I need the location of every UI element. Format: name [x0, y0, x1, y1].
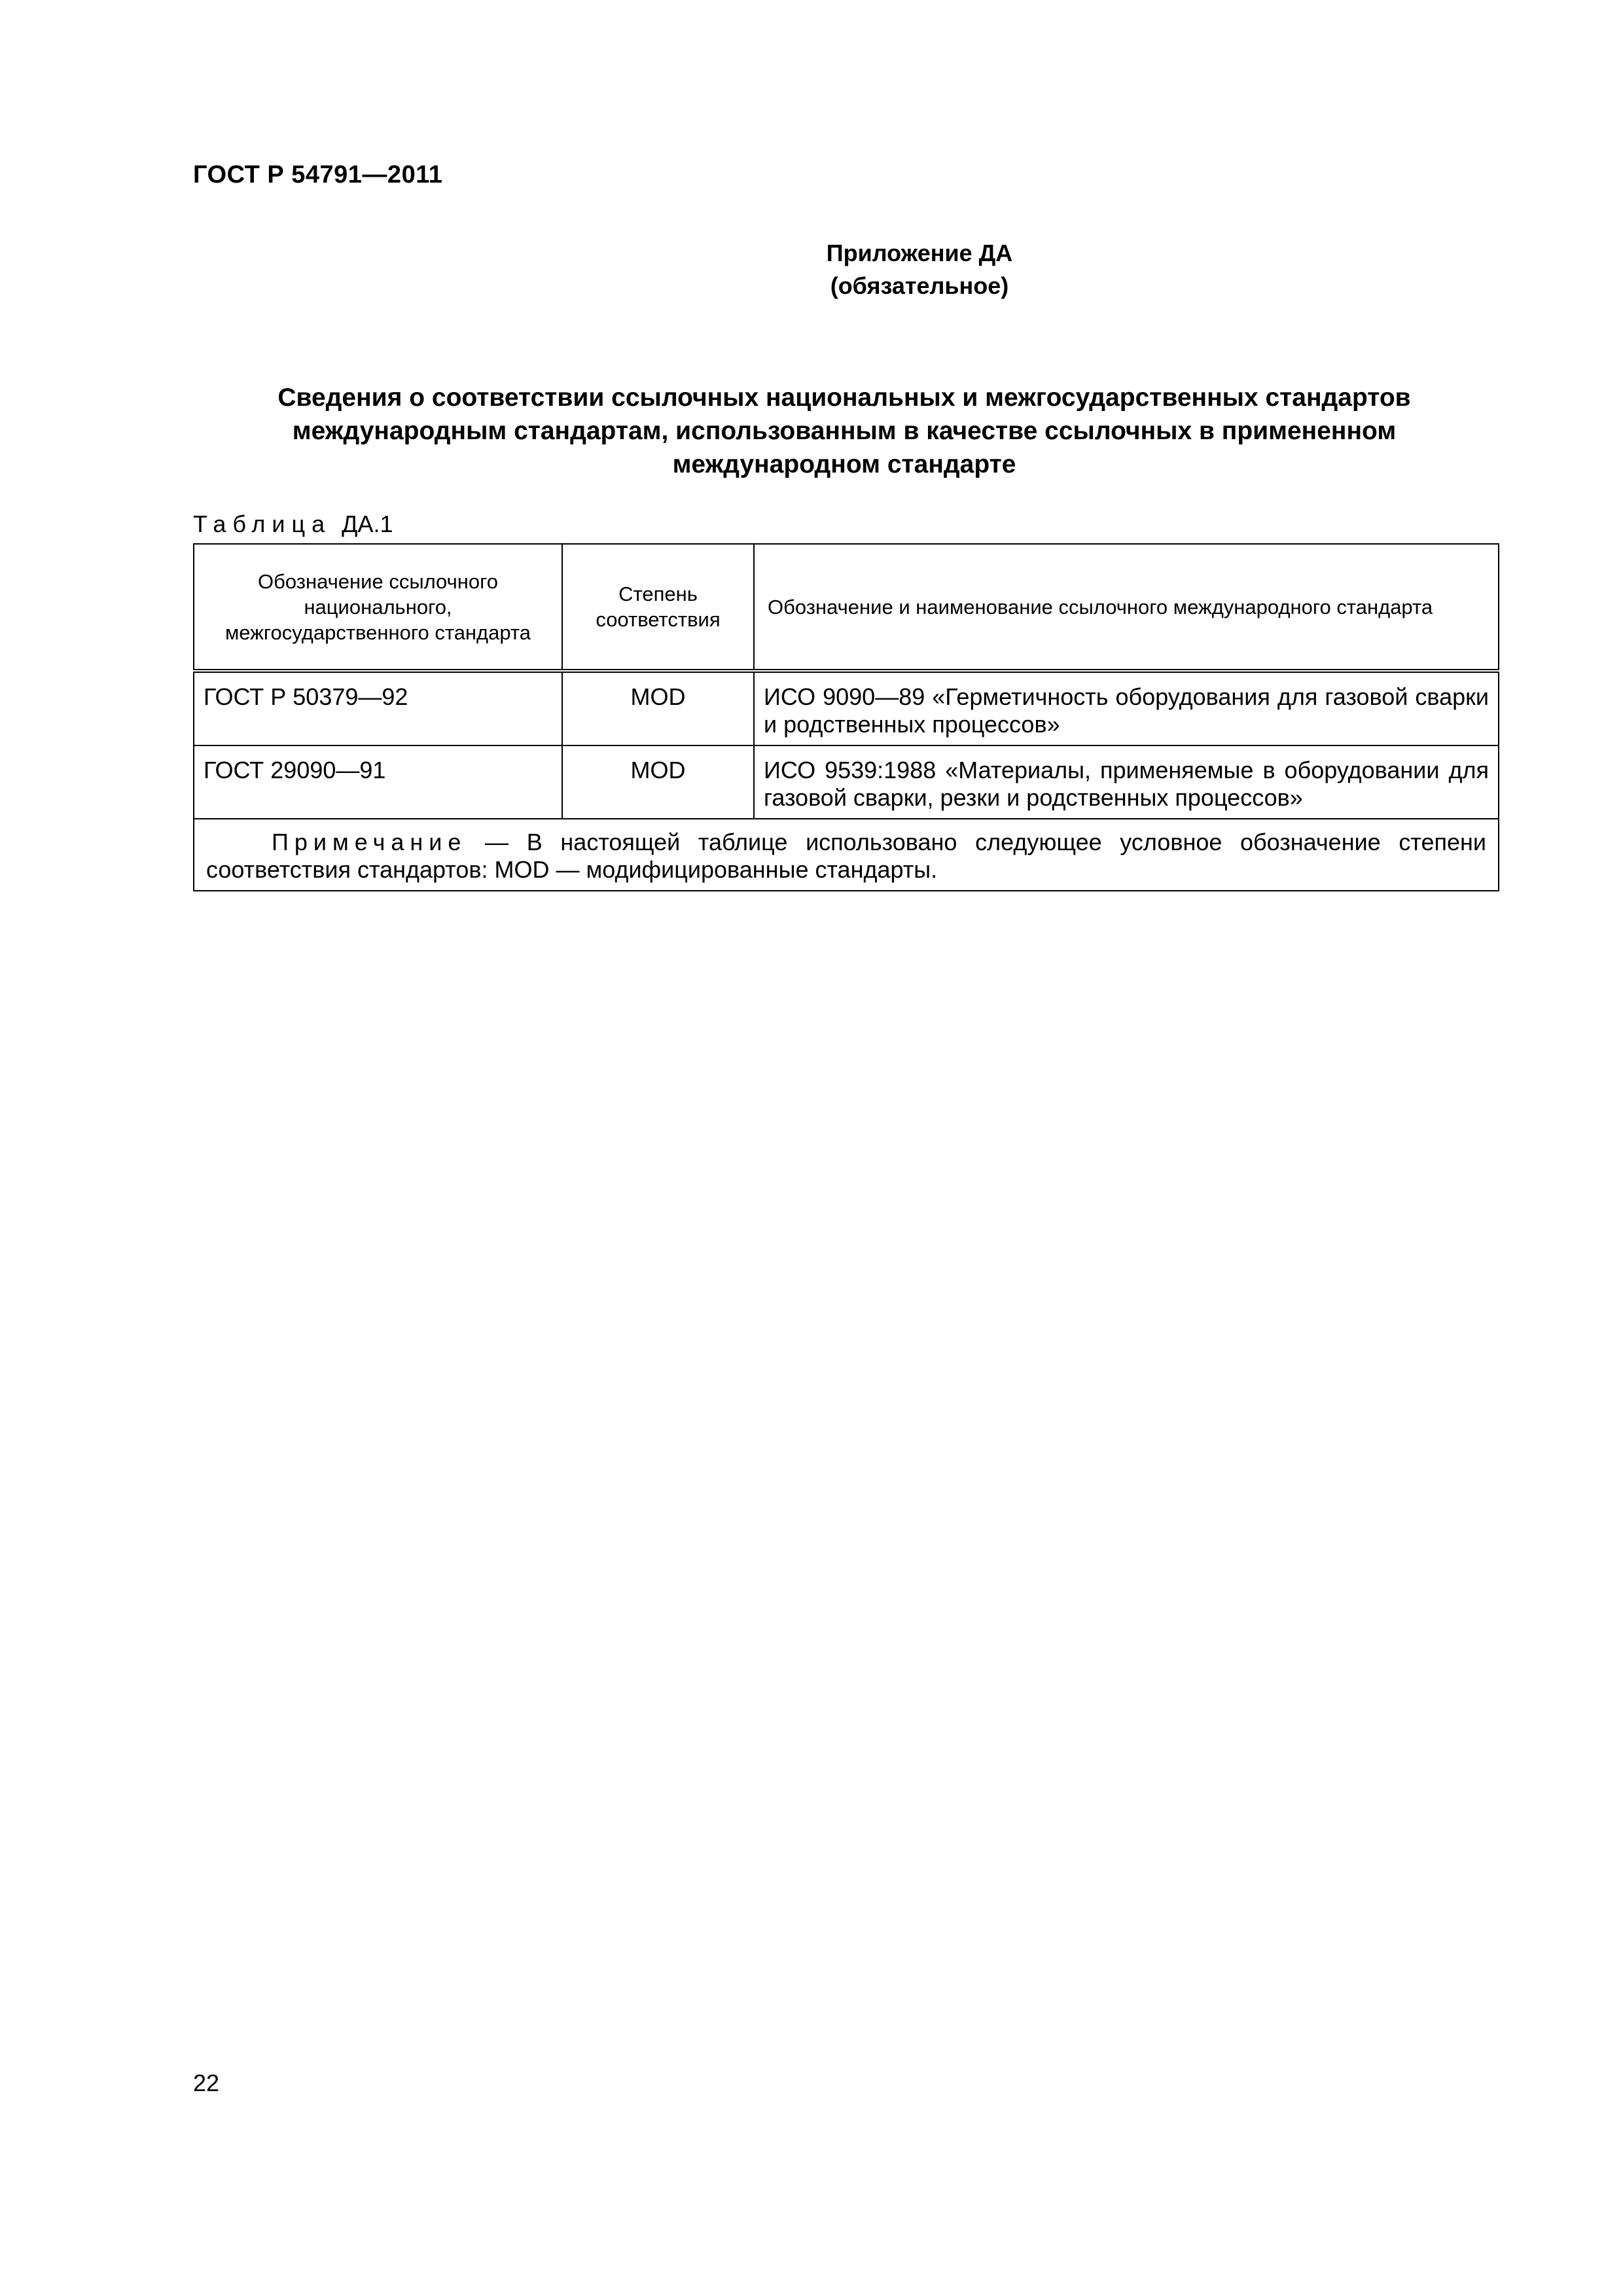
cell-standard: ГОСТ Р 50379—92 — [194, 671, 562, 745]
table-note — [194, 819, 1499, 891]
cell-degree: MOD — [562, 671, 754, 745]
table-caption — [193, 511, 393, 538]
header-degree: Степень соответствия — [562, 544, 754, 671]
appendix-title: Приложение ДА — [826, 240, 1013, 266]
document-title — [193, 381, 1495, 481]
note-text: — В настоящей таблице использовано следующее условное обозначение степени соответствия стандартов: MOD — модифицированные стандарты. — [206, 829, 1486, 883]
table-row — [194, 745, 1499, 819]
appendix-status: (обязательное) — [830, 272, 1009, 299]
appendix-heading — [0, 237, 1623, 302]
cell-international: ИСО 9539:1988 «Материалы, применяемые в оборудовании для газовой сварки, резки и родственных процессов» — [754, 745, 1499, 819]
table-row — [194, 671, 1499, 745]
document-title-line-1: Сведения о соответствии ссылочных национальных и межгосударственных стандартов — [277, 384, 1411, 412]
document-title-line-3: международном стандарте — [672, 450, 1016, 478]
note-label: Примечание — [272, 829, 467, 855]
page-number: 22 — [193, 2070, 220, 2096]
header-international-standard: Обозначение и наименование ссылочного международного стандарта — [754, 544, 1499, 671]
table-caption-number: ДА.1 — [342, 511, 393, 537]
table-caption-label: Таблица — [193, 511, 332, 537]
document-title-line-2: международным стандартам, использованным в качестве ссылочных в примененном — [292, 417, 1397, 445]
reference-standards-table — [193, 543, 1499, 891]
cell-degree: MOD — [562, 745, 754, 819]
cell-standard: ГОСТ 29090—91 — [194, 745, 562, 819]
table-header-row — [194, 544, 1499, 671]
header-national-standard: Обозначение ссылочного национального, межгосударственного стандарта — [194, 544, 562, 671]
table-note-row — [194, 819, 1499, 891]
cell-international: ИСО 9090—89 «Герметичность оборудования для газовой сварки и родственных процессов» — [754, 671, 1499, 745]
document-code: ГОСТ Р 54791—2011 — [193, 161, 443, 188]
